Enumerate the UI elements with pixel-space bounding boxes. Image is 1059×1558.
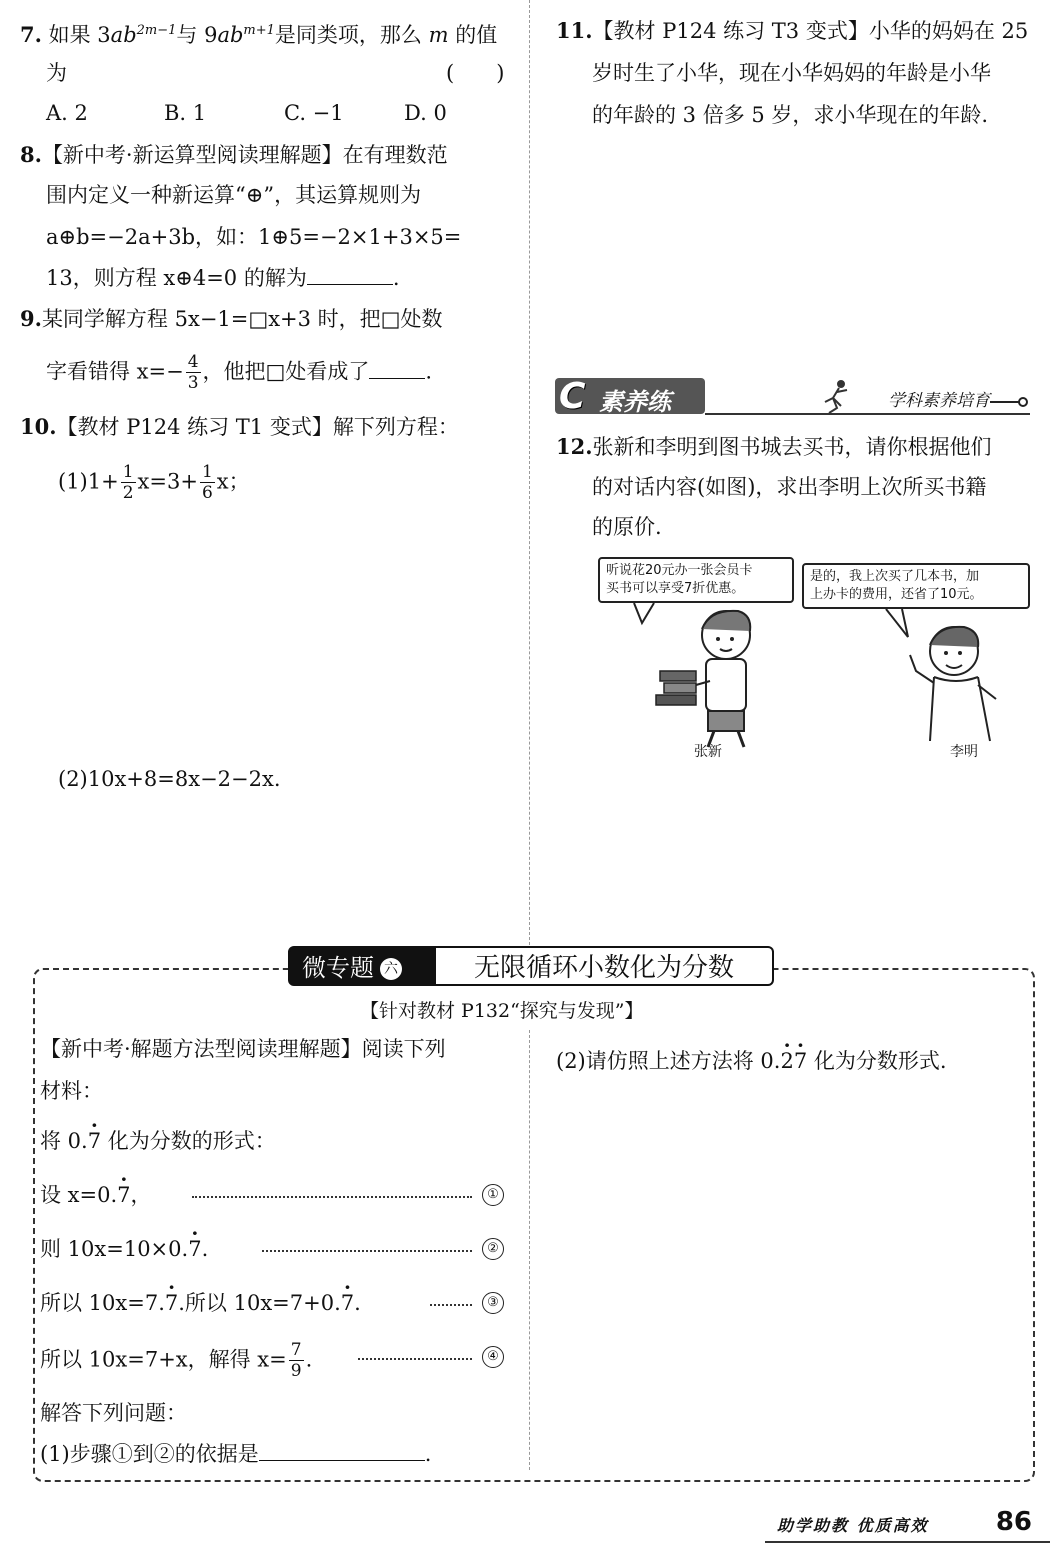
topic-number: 六 [380, 958, 402, 980]
page-footer [765, 1503, 1050, 1549]
section-letter: C [559, 376, 586, 417]
question-12-line-1: 12.张新和李明到图书城去买书，请你根据他们 [556, 434, 992, 459]
reading-question-2: (2)请仿照上述方法将 0.· 2· 7 化为分数形式. [556, 1046, 947, 1076]
step-4: 所以 10x=7+x，解得 x= $\frac{7}{9}$ . [40, 1340, 313, 1381]
leader-dots [358, 1358, 472, 1360]
question-10-part-1: (1)1+ $\frac{1}{2}$ x=3+ $\frac{1}{6}$ x； [58, 462, 250, 503]
answer-paren: ( ) [446, 61, 505, 85]
leader-dots [262, 1250, 472, 1252]
question-11-line-3: 的年龄的 3 倍多 5 岁，求小华现在的年龄. [592, 103, 989, 127]
step-3: 所以 10x=7.· 7.所以 10x=7+0.· 7. [40, 1288, 361, 1318]
frame-column-divider [529, 1030, 530, 1470]
question-7-line-2: 为 [46, 61, 67, 85]
option-b: B. 1 [164, 101, 207, 125]
children-figures [598, 601, 1030, 751]
reading-line-3: 将 0.· 7 化为分数的形式： [40, 1126, 276, 1156]
footer-slogan: 助学助教 优质高效 [777, 1516, 929, 1535]
speech-bubble-zhangxin: 听说花20元办一张会员卡 买书可以享受7折优惠。 [598, 557, 794, 603]
topic-label: 微专题 六 [288, 946, 436, 986]
reading-line-2: 材料： [40, 1079, 103, 1103]
section-label: 素养练 [599, 388, 671, 416]
dialogue-illustration [598, 555, 1030, 770]
column-divider [529, 0, 530, 945]
option-a: A. 2 [46, 101, 88, 125]
page-number: 86 [995, 1507, 1032, 1537]
question-12-line-3: 的原价. [592, 515, 662, 539]
option-c: C. −1 [284, 101, 344, 125]
question-11-line-1: 11.【教材 P124 练习 T3 变式】小华的妈妈在 25 [556, 18, 1029, 43]
reading-line-1: 【新中考·解题方法型阅读理解题】阅读下列 [40, 1037, 446, 1061]
step-marker: ② [482, 1238, 504, 1260]
question-10-line-1: 10.【教材 P124 练习 T1 变式】解下列方程： [20, 414, 459, 439]
section-tag: 学科素养培育 [888, 391, 990, 411]
athlete-icon [819, 378, 853, 414]
section-rule [705, 413, 1030, 415]
question-12-line-2: 的对话内容(如图)，求出李明上次所买书籍 [592, 475, 987, 499]
question-9-line-1: 9.某同学解方程 5x−1=□x+3 时，把□处数 [20, 306, 443, 331]
step-marker: ④ [482, 1346, 504, 1368]
answer-blank[interactable] [259, 1438, 425, 1461]
leader-dots [430, 1304, 472, 1306]
question-8-line-3: a⊕b=−2a+3b，如：1⊕5=−2×1+3×5= [46, 225, 462, 249]
step-1: 设 x=0.· 7， [40, 1180, 152, 1210]
footer-rule [765, 1541, 1050, 1543]
fraction: $\frac{4}{3}$ [187, 352, 199, 393]
question-9-line-2: 字看错得 x=− $\frac{4}{3}$ ，他把□处看成了 . [46, 352, 433, 393]
step-2: 则 10x=10×0.· 7. [40, 1234, 208, 1264]
question-7-line-1: 7. 如果 $3ab^{2m-1}$与 $9ab^{m+1}$是同类项，那么 m 的值 [20, 22, 498, 47]
question-10-part-2: (2)10x+8=8x−2−2x. [58, 767, 281, 791]
reading-question-1: (1)步骤①到②的依据是 . [40, 1438, 431, 1469]
reading-task: 解答下列问题： [40, 1401, 187, 1425]
fraction: $\frac{7}{9}$ [290, 1340, 302, 1381]
section-badge [555, 376, 705, 417]
pen-icon [990, 396, 1028, 408]
caption-liming: 李明 [950, 744, 978, 760]
answer-blank[interactable] [369, 356, 425, 379]
speech-bubble-liming: 是的，我上次买了几本书，加 上办卡的费用，还省了10元。 [802, 563, 1030, 609]
question-11-line-2: 岁时生了小华，现在小华妈妈的年龄是小华 [592, 61, 991, 85]
question-8-line-4: 13，则方程 x⊕4=0 的解为 . [46, 262, 400, 293]
micro-topic-title [288, 946, 774, 988]
leader-dots [192, 1196, 472, 1198]
step-marker: ③ [482, 1292, 504, 1314]
caption-zhangxin: 张新 [694, 744, 722, 760]
topic-subtitle: 【针对教材 P132“探究与发现”】 [360, 1000, 644, 1022]
question-8-line-2: 围内定义一种新运算“⊕”，其运算规则为 [46, 183, 422, 207]
option-d: D. 0 [404, 101, 447, 125]
topic-title: 无限循环小数化为分数 [436, 946, 774, 986]
step-marker: ① [482, 1184, 504, 1206]
fraction: $\frac{1}{6}$ [201, 462, 213, 503]
section-c-header [555, 378, 1030, 416]
answer-blank[interactable] [307, 262, 393, 285]
question-8-line-1: 8.【新中考·新运算型阅读理解题】在有理数范 [20, 142, 448, 167]
fraction: $\frac{1}{2}$ [122, 462, 134, 503]
